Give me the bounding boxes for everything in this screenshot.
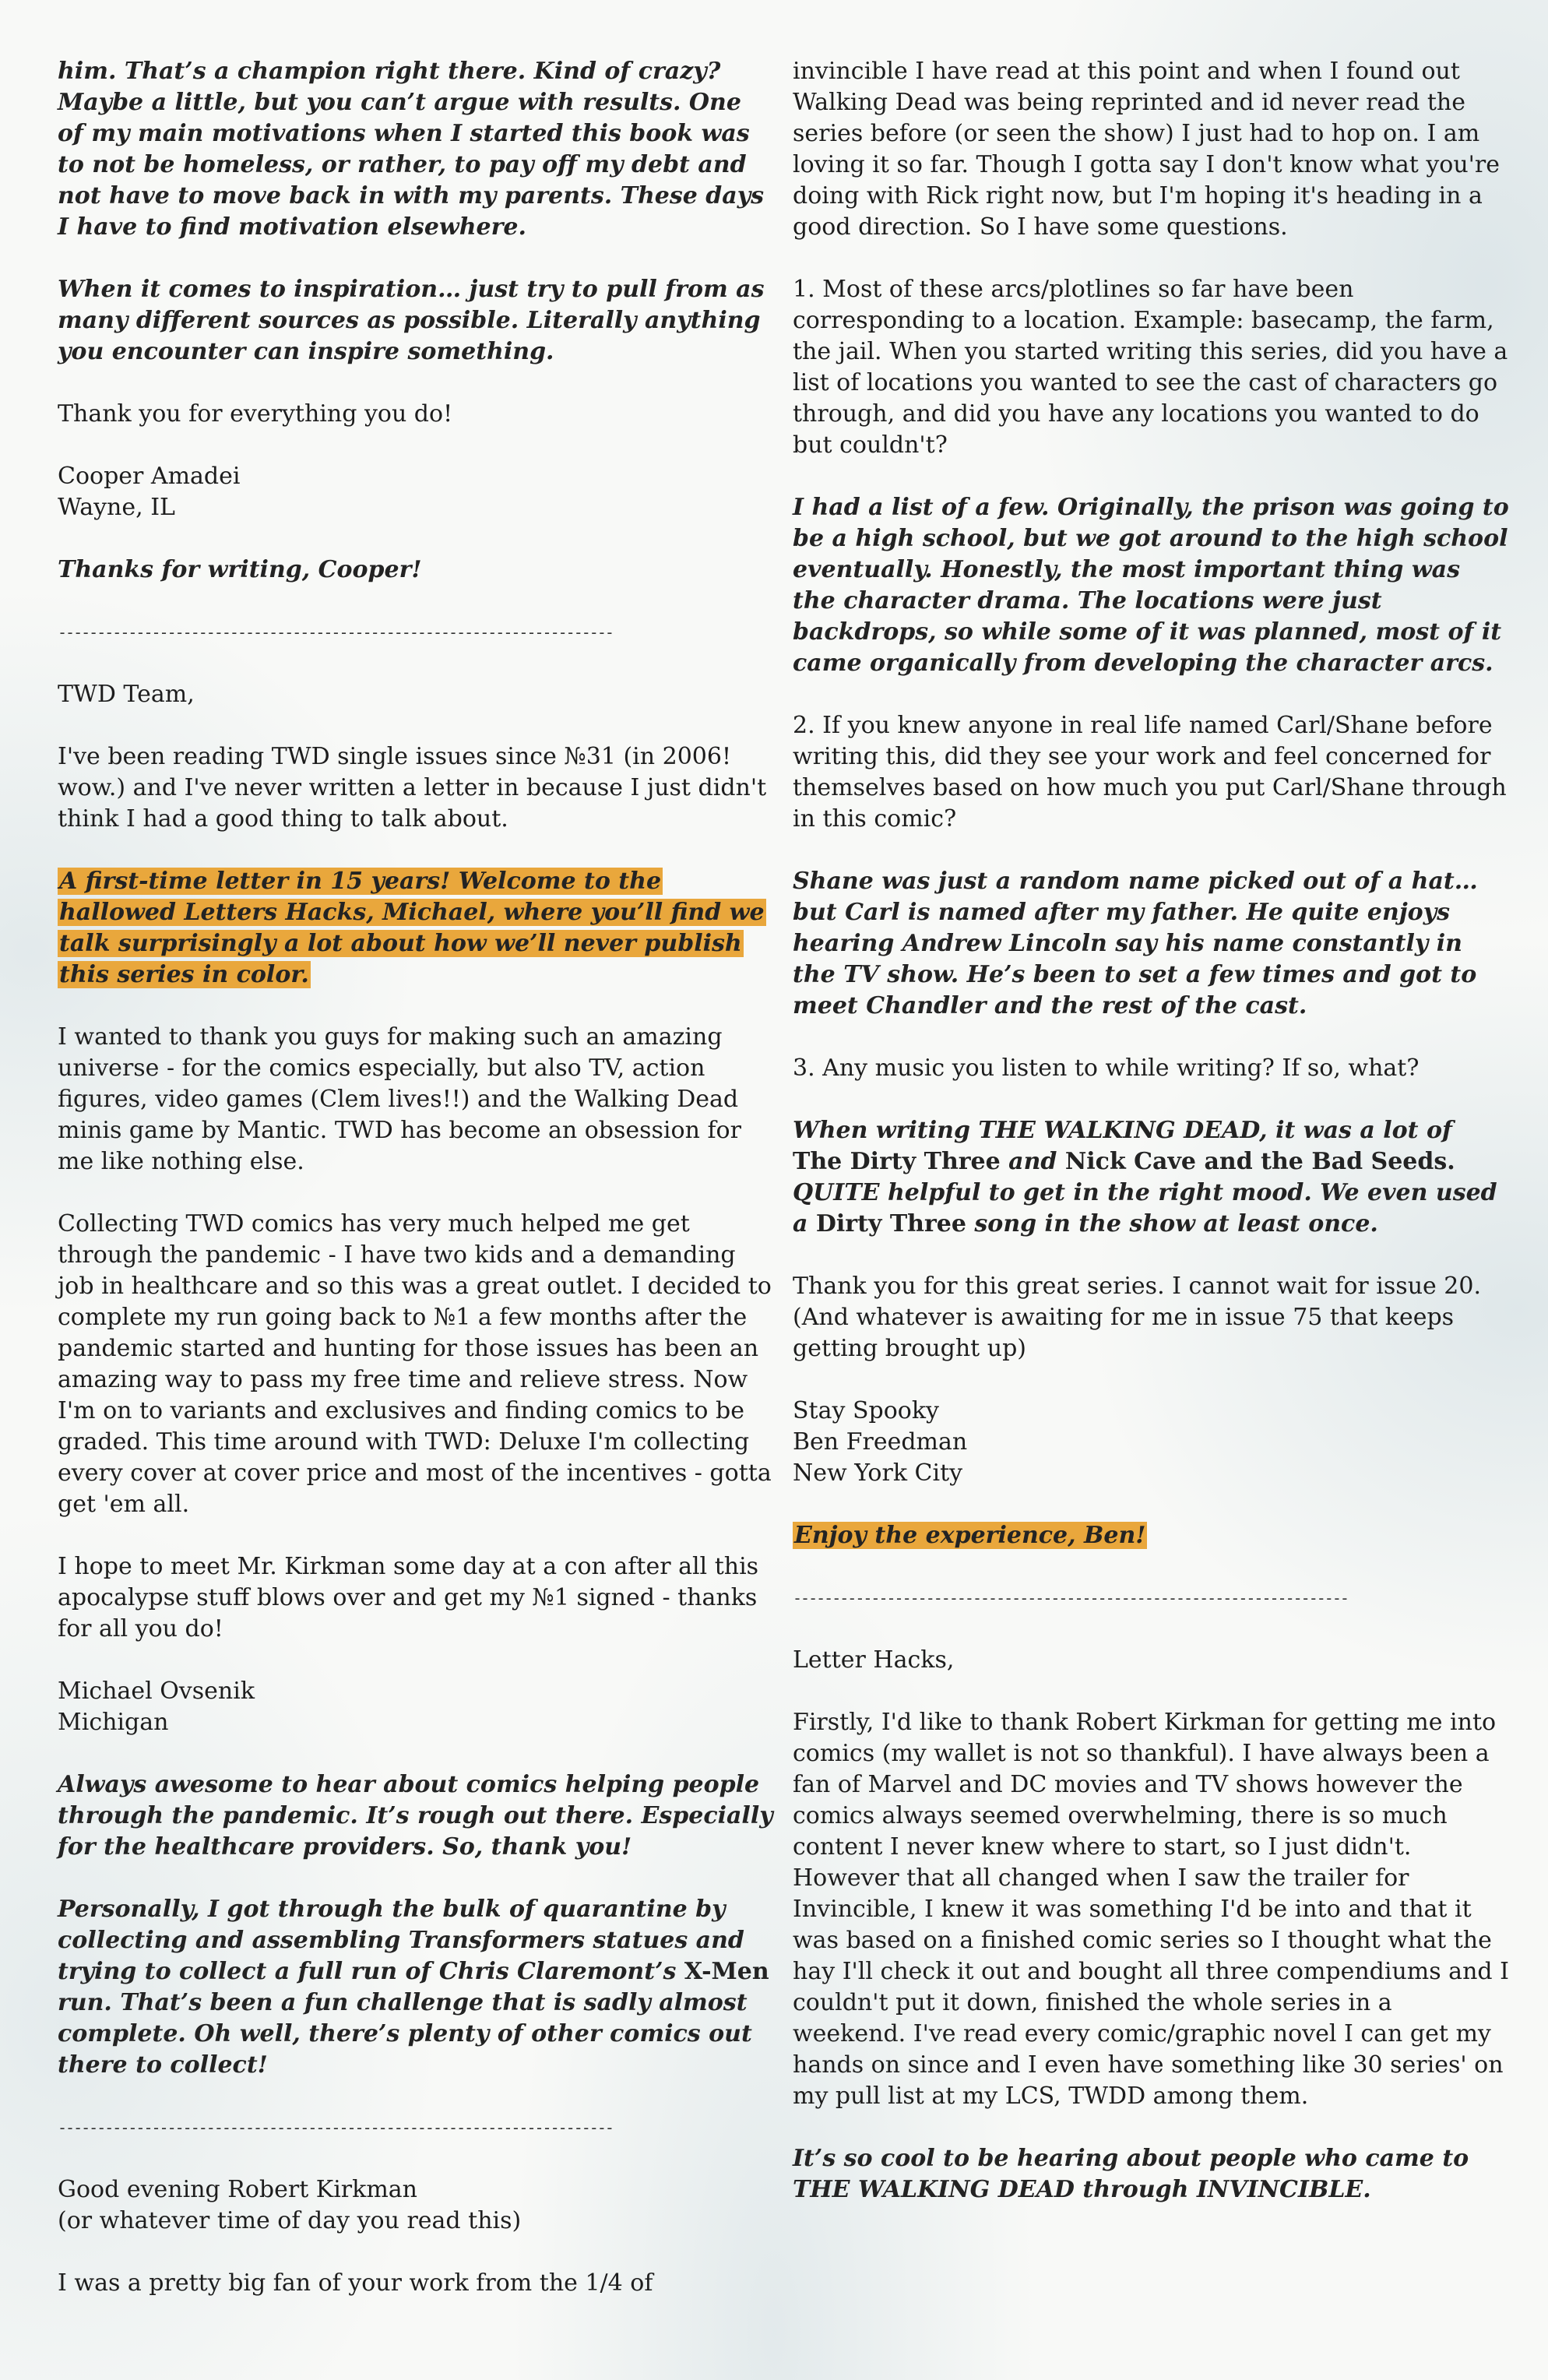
signature-line: Stay Spooky xyxy=(793,1397,939,1424)
letter-paragraph: Firstly, I'd like to thank Robert Kirkman for getting me into comics (my wallet is not so thankful). I have always been a fan of Marvel and DC movies and TV shows however the comics always seemed overwhelming, there is so much content I never knew where to start, so I just didn't. However that all changed when I saw the trailer for Invincible, I knew it was something I'd be into and that it was based on a finished comic series so I thought what the hay I'll check it out and bought all three compendiums and I couldn't put it down, finished the whole series in a weekend. I've read every comic/graphic novel I can get my hands on since and I even have something like 30 series' on my pull list at my LCS, TWDD among them. xyxy=(793,1709,1509,2110)
signature-place: Michigan xyxy=(58,1709,169,1736)
greeting-line: Good evening Robert Kirkman xyxy=(58,2176,417,2203)
letter-separator: ----------------------------------------------------------------------- xyxy=(793,1589,1348,1607)
response-text: Personally, I got through the bulk of quarantine by collecting and assembling Transformers statues and trying to collect a full run of Chris Claremont’s xyxy=(58,1896,744,1985)
signature-name: Michael Ovsenik xyxy=(58,1678,255,1705)
highlight: A first-time letter in 15 years! Welcome to the hallowed Letters Hacks, Michael, where you’ll find we talk surprisingly a lot about how we’ll never publish this series in color. xyxy=(59,868,765,988)
editor-response xyxy=(793,1115,1509,1240)
band-name: Nick Cave and the Bad Seeds. xyxy=(1064,1148,1455,1175)
letter-question: 3. Any music you listen to while writing? If so, what? xyxy=(793,1054,1420,1082)
signature-place: Wayne, IL xyxy=(58,494,175,521)
response-text: song in the show at least once. xyxy=(966,1210,1378,1238)
signature-place: New York City xyxy=(793,1459,963,1487)
letter-paragraph: Collecting TWD comics has very much helped me get through the pandemic - I have two kids and a demanding job in healthcare and so this was a great outlet. I decided to complete my run going back to №1 a few months after the pandemic started and hunting for those issues has been an amazing way to pass my free time and relieve stress. Now I'm on to variants and exclusives and finding comics to be graded. This time around with TWD: Deluxe I'm collecting every cover at cover price and most of the incentives - gotta get 'em all. xyxy=(58,1210,772,1518)
letter-greeting: TWD Team, xyxy=(58,681,195,708)
signature-name: Ben Freedman xyxy=(793,1428,968,1456)
editor-response-highlighted xyxy=(58,866,774,991)
left-column xyxy=(58,56,774,2299)
response-text: When writing THE WALKING DEAD, it was a lot of xyxy=(793,1117,1452,1144)
letter-paragraph: Thank you for this great series. I cannot wait for issue 20. (And whatever is awaiting for me in issue 75 that keeps getting brought up) xyxy=(793,1273,1482,1362)
editor-response: It’s so cool to be hearing about people who came to THE WALKING DEAD through INVINCIBLE. xyxy=(793,2145,1469,2203)
response-text: and xyxy=(1000,1148,1065,1175)
letter-signature xyxy=(58,461,774,523)
right-column xyxy=(793,56,1509,2206)
letter-separator: ----------------------------------------------------------------------- xyxy=(58,2118,613,2137)
editor-response: Shane was just a random name picked out of a hat… but Carl is named after my father. He quite enjoys hearing Andrew Lincoln say his name constantly in the TV show. He’s been to set a few times and got to meet Chandler and the rest of the cast. xyxy=(793,868,1478,1019)
editor-response: him. That’s a champion right there. Kind of crazy? Maybe a little, but you can’t argue with results. One of my main motivations when I started this book was to not be homeless, or rather, to pay off my debt and not have to move back in with my parents. These days I have to find motivation elsewhere. xyxy=(58,58,765,241)
editor-response: I had a list of a few. Originally, the prison was going to be a high school, but we got around to the high school eventually. Honestly, the most important thing was the character drama. The locations were just backdrops, so while some of it was planned, most of it came organically from developing the character arcs. xyxy=(793,494,1509,677)
letter-greeting xyxy=(58,2174,774,2237)
band-name: The Dirty Three xyxy=(793,1148,1001,1175)
letter-paragraph: invincible I have read at this point and when I found out Walking Dead was being reprinted and id never read the series before (or seen the show) I just had to hop on. I am loving it so far. Though I gotta say I don't know what you're doing with Rick right now, but I'm hoping it's heading in a good direction. So I have some questions. xyxy=(793,58,1501,241)
letter-signature xyxy=(58,1676,774,1738)
letter-paragraph: I hope to meet Mr. Kirkman some day at a con after all this apocalypse stuff blows over and get my №1 signed - thanks for all you do! xyxy=(58,1553,759,1642)
response-text: QUITE helpful to get in the right mood. We even used a xyxy=(793,1179,1497,1238)
band-name: Dirty Three xyxy=(815,1210,966,1238)
editor-response-highlighted xyxy=(793,1520,1509,1551)
letter-question: 2. If you knew anyone in real life named Carl/Shane before writing this, did they see your work and feel concerned for themselves based on how much you put Carl/Shane through in this comic? xyxy=(793,712,1507,833)
letter-paragraph: I was a pretty big fan of your work from the 1/4 of xyxy=(58,2269,653,2297)
letter-paragraph: Thank you for everything you do! xyxy=(58,400,453,428)
editor-response: When it comes to inspiration… just try to pull from as many different sources as possible. Literally anything you encounter can inspire something. xyxy=(58,276,765,365)
letter-paragraph: I wanted to thank you guys for making such an amazing universe - for the comics especially, but also TV, action figures, video games (Clem lives!!) and the Walking Dead minis game by Mantic. TWD has become an obsession for me like nothing else. xyxy=(58,1023,741,1175)
letter-separator: ----------------------------------------------------------------------- xyxy=(58,623,613,642)
letter-signature xyxy=(793,1396,1509,1489)
comic-title: X-Men xyxy=(684,1958,769,1985)
editor-response: Thanks for writing, Cooper! xyxy=(58,556,422,583)
greeting-line: (or whatever time of day you read this) xyxy=(58,2207,522,2234)
highlight: Enjoy the experience, Ben! xyxy=(794,1522,1146,1549)
letter-paragraph: I've been reading TWD single issues since №31 (in 2006! wow.) and I've never written a letter in because I just didn't think I had a good thing to talk about. xyxy=(58,743,767,833)
editor-response xyxy=(58,1894,774,2081)
letter-question: 1. Most of these arcs/plotlines so far have been corresponding to a location. Example: basecamp, the farm, the jail. When you started writing this series, did you have a list of locations you wanted to see the cast of characters go through, and did you have any locations you wanted to do but couldn't? xyxy=(793,276,1508,459)
letter-greeting: Letter Hacks, xyxy=(793,1646,955,1674)
editor-response: Always awesome to hear about comics helping people through the pandemic. It’s rough out there. Especially for the healthcare providers. So, thank you! xyxy=(58,1771,773,1861)
response-text: run. That’s been a fun challenge that is sadly almost complete. Oh well, there’s plenty of other comics out there to collect! xyxy=(58,1989,752,2079)
signature-name: Cooper Amadei xyxy=(58,463,241,490)
